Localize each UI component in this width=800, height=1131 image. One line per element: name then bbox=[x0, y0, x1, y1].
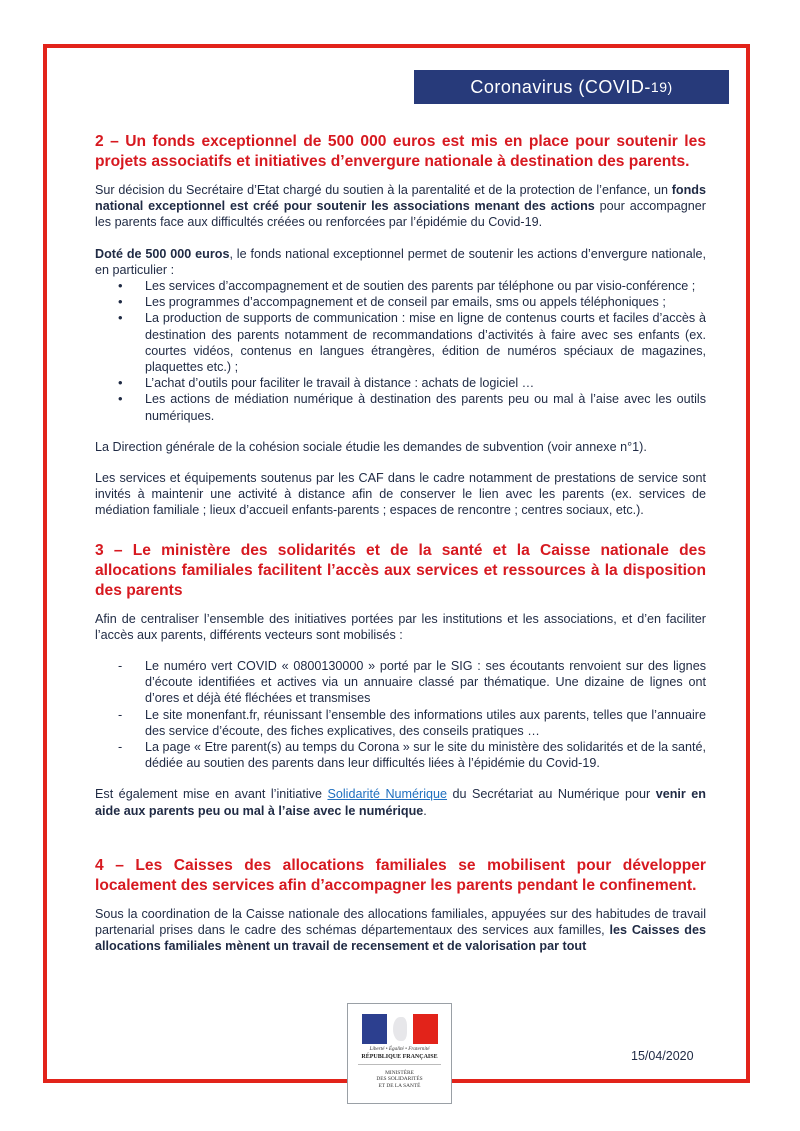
list-item: • Les services d’accompagnement et de soutien des parents par téléphone ou par visio-conférence ; bbox=[145, 278, 706, 294]
section-4-heading: 4 – Les Caisses des allocations familiales se mobilisent pour développer localement des services afin d’accompagner les parents pendant le confinement. bbox=[95, 856, 706, 894]
document-date: 15/04/2020 bbox=[631, 1049, 694, 1063]
header-banner bbox=[414, 70, 729, 104]
solidarite-numerique-link[interactable]: Solidarité Numérique bbox=[327, 787, 448, 802]
logo-ministry-name bbox=[348, 1070, 451, 1089]
section-3-dash-list bbox=[95, 658, 706, 771]
list-item: - Le site monenfant.fr, réunissant l’ensemble des informations utiles aux parents, telles que l’annuaire des service d’écoute, des fiches explicatives, des conseils pratiques … bbox=[145, 707, 706, 739]
text-run: du Secrétariat au Numérique pour bbox=[447, 787, 656, 802]
section-3-paragraph-2 bbox=[95, 786, 706, 818]
section-2-paragraph-1 bbox=[95, 182, 706, 231]
list-item: • Les programmes d’accompagnement et de conseil par emails, sms ou appels téléphoniques ; bbox=[145, 294, 706, 310]
section-2-paragraph-2 bbox=[95, 246, 706, 278]
bold-text-run: Doté de 500 000 euros bbox=[95, 246, 230, 261]
section-2-bullet-list bbox=[95, 278, 706, 424]
list-item: - La page « Etre parent(s) au temps du Corona » sur le site du ministère des solidarités et de la santé, dédiée au soutien des parents dans leur difficultés liées à l’épidémie du Covid-19. bbox=[145, 739, 706, 771]
logo-ministry-line: DES SOLIDARITÉS bbox=[376, 1076, 423, 1083]
list-item: - Le numéro vert COVID « 0800130000 » porté par le SIG : ses écoutants renvoient sur des lignes d’écoute identifiées et actives via un annuaire classé par thématique. Une dizaine de lignes ont d’ores et déjà été fléchées et transmises bbox=[145, 658, 706, 707]
ministry-logo bbox=[347, 1003, 452, 1104]
section-3-heading: 3 – Le ministère des solidarités et de la santé et la Caisse nationale des allocations familiales facilitent l’accès aux services et ressources à la disposition des parents bbox=[95, 541, 706, 599]
banner-title-suffix: 19) bbox=[650, 79, 673, 95]
section-2-paragraph-3: La Direction générale de la cohésion sociale étudie les demandes de subvention (voir annexe n°1). bbox=[95, 439, 647, 454]
logo-motto: Liberté • Égalité • Fraternité bbox=[369, 1046, 430, 1052]
text-run: Est également mise en avant l’initiative bbox=[95, 787, 328, 802]
section-4-paragraph-1 bbox=[95, 906, 706, 955]
marianne-flag-icon bbox=[362, 1014, 438, 1044]
logo-ministry-line: ET DE LA SANTÉ bbox=[378, 1082, 421, 1089]
text-run: . bbox=[423, 803, 427, 818]
text-run: pour accompagner les parents face aux difficultés créées ou renforcées par l’épidémie du Covid-19. bbox=[95, 199, 707, 230]
logo-divider bbox=[358, 1064, 441, 1065]
logo-ministry-line: MINISTÈRE bbox=[385, 1070, 414, 1076]
text-run: , le fonds national exceptionnel permet de soutenir les actions d’envergure nationale, en particulier : bbox=[95, 246, 706, 277]
bold-text-run: les Caisses des allocations familiales mènent un travail de recensement et de valorisation par tout bbox=[95, 923, 707, 954]
text-run: Sous la coordination de la Caisse nationale des allocations familiales, appuyées sur des habitudes de travail partenarial prises dans le cadre des schémas départementaux des services aux familles, bbox=[95, 906, 706, 938]
logo-republique: RÉPUBLIQUE FRANÇAISE bbox=[361, 1054, 438, 1060]
section-2-paragraph-4: Les services et équipements soutenus par les CAF dans le cadre notamment de prestations de service sont invités à maintenir une activité à distance afin de conserver le lien avec les parents (ex. services de médiation familiale ; lieux d’accueil enfants-parents ; espaces de rencontre ; centres sociaux, etc.). bbox=[95, 471, 706, 518]
bold-text-run: fonds national exceptionnel est créé pour soutenir les associations menant des actions bbox=[95, 183, 706, 214]
banner-title: Coronavirus (COVID- bbox=[470, 76, 651, 97]
bold-text-run: venir en aide aux parents peu ou mal à l’aise avec le numérique bbox=[95, 787, 706, 818]
list-item: • L’achat d’outils pour faciliter le travail à distance : achats de logiciel … bbox=[145, 375, 706, 391]
list-item: • La production de supports de communication : mise en ligne de contenus courts et faciles d’accès à destination des parents notamment de recommandations d’activités à faire avec ses enfants (ex. courtes vidéos, contenus en langues étrangères, édition de numéros spéciaux de magazines, plaquettes etc.) ; bbox=[145, 310, 706, 375]
section-3-paragraph-1: Afin de centraliser l’ensemble des initiatives portées par les institutions et les associations, et d’en faciliter l’accès aux parents, différents vecteurs sont mobilisés : bbox=[95, 611, 706, 642]
section-2-heading: 2 – Un fonds exceptionnel de 500 000 euros est mis en place pour soutenir les projets associatifs et initiatives d’envergure nationale à destination des parents. bbox=[95, 133, 706, 170]
list-item: • Les actions de médiation numérique à destination des parents peu ou mal à l’aise avec les outils numériques. bbox=[145, 391, 706, 423]
document-body bbox=[95, 132, 706, 955]
text-run: Sur décision du Secrétaire d’Etat chargé du soutien à la parentalité et de la protection de l’enfance, un bbox=[95, 183, 672, 197]
